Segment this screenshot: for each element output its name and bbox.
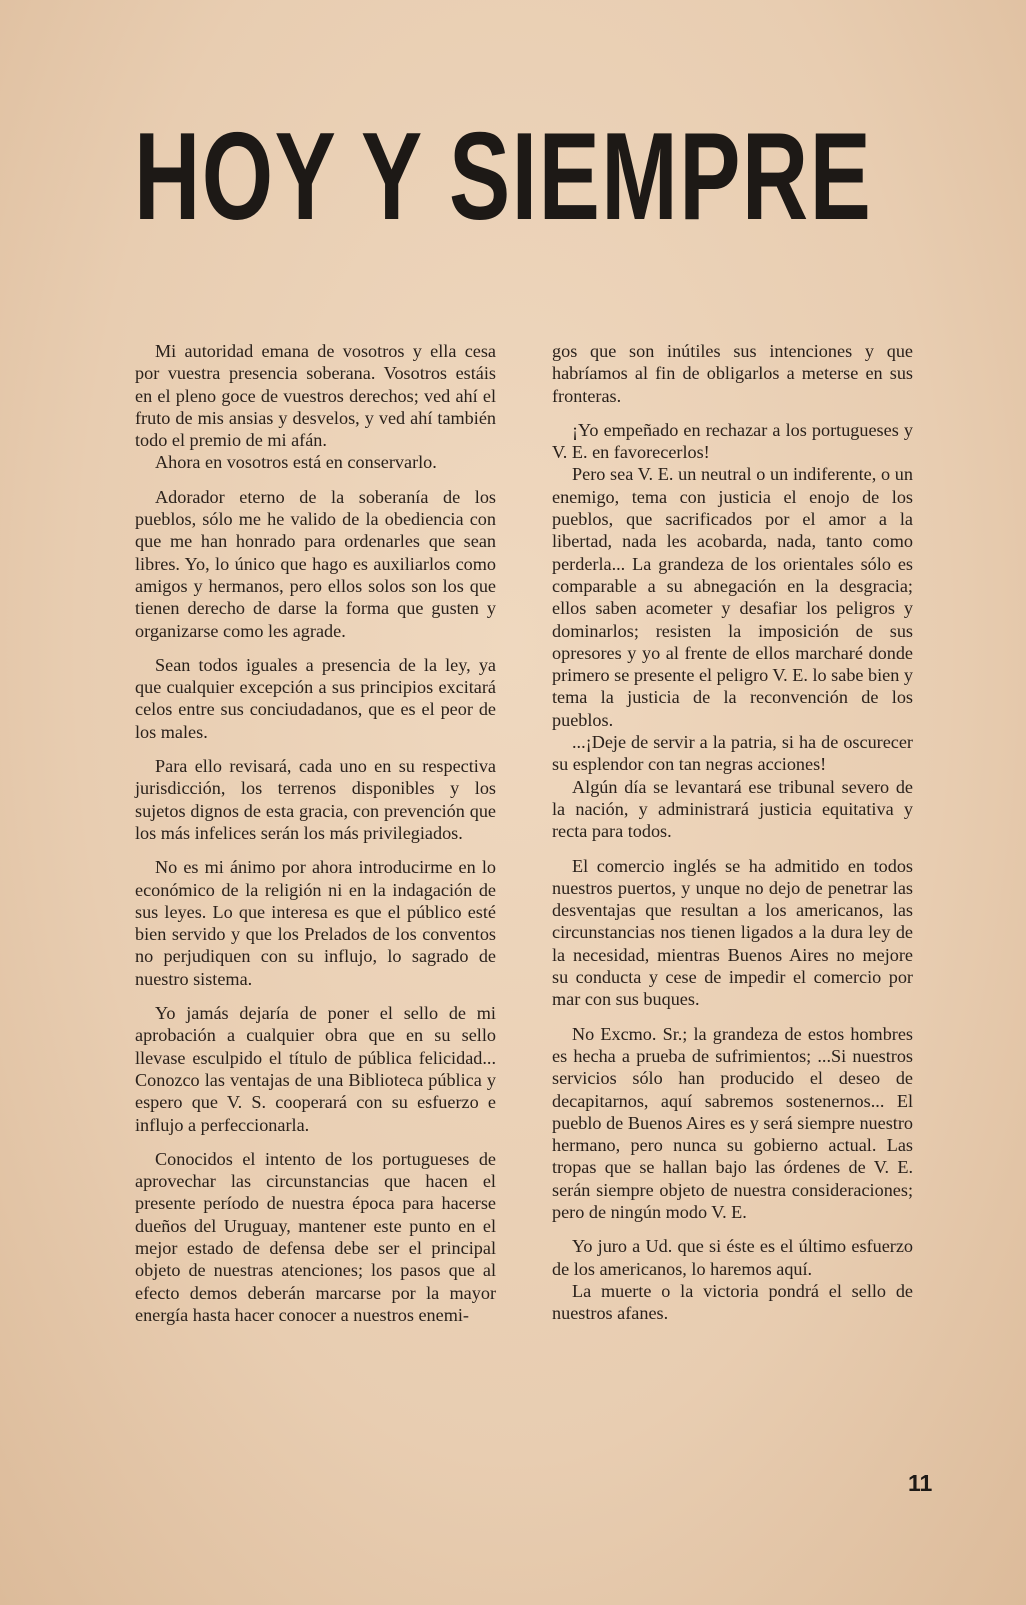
page-number: 11 [908,1470,933,1496]
paragraph: Adorador eterno de la soberanía de los pueblos, sólo me he valido de la obediencia con que me han honrado para ordenarles que sean libres. Yo, lo único que hago es auxiliarlos como amigos y hermanos, pero ellos solos son los que tienen derecho de darse la forma que gusten y organizarse como les agrade. [135,486,496,641]
paragraph: Sean todos iguales a presencia de la ley, ya que cualquier excepción a sus principios excitará celos entre sus conciudadanos, que es el peor de los males. [135,654,496,742]
page-title: HOY Y SIEMPRE [134,108,873,246]
paragraph: ¡Yo empeñado en rechazar a los portugueses y V. E. en favorecerlos! [552,419,913,463]
paragraph: Pero sea V. E. un neutral o un indiferente, o un enemigo, tema con justicia el enojo de los pueblos, que sacrificados por el amor a la libertad, nada les acobarda, nada, tanto como perderla... La grandeza de los orientales sólo es comparable a su abnegación en la desgracia; ellos saben acometer y desafiar los peligros y dominarlos; resisten la imposición de sus opresores y yo al frente de ellos marcharé donde primero se presente el peligro V. E. lo sabe bien y tema la justicia de la reconvención de los pueblos. [552,464,913,730]
paragraph: Yo jamás dejaría de poner el sello de mi aprobación a cualquier obra que en su sello llevase esculpido el título de pública felicidad... Conozco las ventajas de una Biblioteca pública y espero que V. S. cooperará con su esfuerzo e influjo a perfeccionarla. [135,1003,496,1135]
paragraph: Conocidos el intento de los portugueses de aprovechar las circunstancias que hacen el presente período de nuestra época para hacerse dueños del Uruguay, mantener este punto en el mejor estado de defensa debe ser el principal objeto de nuestras atenciones; los pasos que al efecto demos deberán marcarse por la mayor energía hasta hacer conocer a nuestros enemi- [135,1148,496,1325]
left-column [135,340,496,1338]
paragraph: Para ello revisará, cada uno en su respectiva jurisdicción, los terrenos disponibles y los sujetos dignos de esta gracia, con prevención que los más infelices serán los más privilegiados. [135,756,496,843]
paragraph: La muerte o la victoria pondrá el sello de nuestros afanes. [552,1280,913,1324]
paragraph: Mi autoridad emana de vosotros y ella cesa por vuestra presencia soberana. Vosotros estáis en el pleno goce de vuestros derechos; ved ahí el fruto de mis ansias y desvelos, y ved ahí también todo el premio de mi afán. [135,341,496,451]
paragraph: No Excmo. Sr.; la grandeza de estos hombres es hecha a prueba de sufrimientos; ...Si nuestros servicios sólo han producido el deseo de decapitarnos, aquí sabremos sostenernos... El pueblo de Buenos Aires es y será siempre nuestro hermano, pero nunca su gobierno actual. Las tropas que se hallan bajo las órdenes de V. E. serán siempre objeto de nuestra consideraciones; pero de ningún modo V. E. [552,1023,913,1222]
paragraph: Algún día se levantará ese tribunal severo de la nación, y administrará justicia equitativa y recta para todos. [552,776,913,842]
right-column [552,340,913,1336]
paragraph: ...¡Deje de servir a la patria, si ha de oscurecer su esplendor con tan negras acciones! [552,732,913,775]
paragraph: gos que son inútiles sus intenciones y que habríamos al fin de obligarlos a meterse en sus fronteras. [552,341,913,406]
paragraph: Ahora en vosotros está en conservarlo. [155,452,437,473]
paragraph: No es mi ánimo por ahora introducirme en lo económico de la religión ni en la indagación de sus leyes. Lo que interesa es que el público esté bien servido y que los Prelados de los conventos no perjudiquen con su influjo, lo sagrado de nuestro sistema. [135,857,496,989]
paragraph: El comercio inglés se ha admitido en todos nuestros puertos, y unque no dejo de penetrar las desventajas que resultan a los americanos, las circunstancias nos tienen ligados a la dura ley de la necesidad, mientras Buenos Aires no mejore su conducta y cese de impedir el comercio por mar con sus buques. [552,855,913,1010]
paragraph: Yo juro a Ud. que si éste es el último esfuerzo de los americanos, lo haremos aquí. [552,1236,913,1279]
